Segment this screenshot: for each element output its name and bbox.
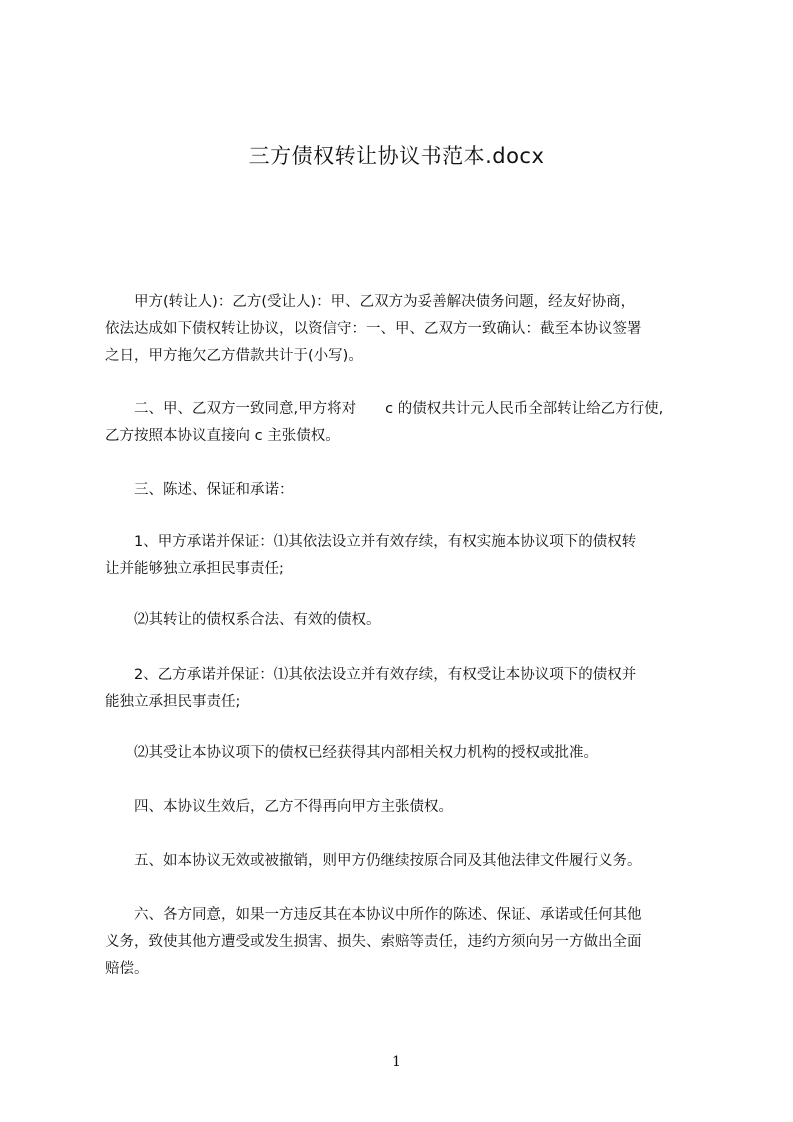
- paragraph-line: ⑵其转让的债权系合法、有效的债权。: [105, 612, 381, 628]
- paragraph-5-valid-claim: [105, 607, 705, 634]
- paragraph-line: 乙方按照本协议直接向 c 主张债权。: [105, 428, 340, 444]
- paragraph-8-effectiveness: [105, 794, 705, 821]
- paragraph-line: 三、陈述、保证和承诺：: [105, 482, 294, 498]
- paragraph-line: 六、各方同意，如果一方违反其在本协议中所作的陈述、保证、承诺或任何其他: [105, 907, 642, 923]
- paragraph-2-transfer: [105, 396, 705, 450]
- paragraph-line: 五、如本协议无效或被撤销，则甲方仍继续按原合同及其他法律文件履行义务。: [105, 853, 642, 869]
- paragraph-9-invalidity: [105, 848, 705, 875]
- paragraph-line: 义务，致使其他方遭受或发生损害、损失、索赔等责任，违约方须向另一方做出全面: [105, 934, 642, 950]
- paragraph-4-party-a-warranty: [105, 529, 705, 583]
- document-title: 三方债权转让协议书范本.docx: [248, 144, 545, 168]
- paragraph-line: 赔偿。: [105, 961, 149, 977]
- paragraph-line: 依法达成如下债权转让协议，以资信守：一、甲、乙双方一致确认：截至本协议签署: [105, 321, 642, 337]
- paragraph-line: 四、本协议生效后，乙方不得再向甲方主张债权。: [105, 799, 453, 815]
- paragraph-10-breach: [105, 902, 705, 983]
- paragraph-3-statements: [105, 477, 705, 504]
- paragraph-line: ⑵其受让本协议项下的债权已经获得其内部相关权力机构的授权或批准。: [105, 745, 598, 761]
- paragraph-line: 之日，甲方拖欠乙方借款共计于(小写)。: [105, 348, 363, 364]
- paragraph-line: 甲方(转让人)：乙方(受让人)：甲、乙双方为妥善解决债务问题，经友好协商，: [105, 294, 636, 310]
- paragraph-line: 1、甲方承诺并保证：⑴其依法设立并有效存续，有权实施本协议项下的债权转: [105, 534, 637, 550]
- paragraph-line: 能独立承担民事责任;: [105, 694, 241, 710]
- paragraph-line: 二、甲、乙双方一致同意,甲方将对 c 的债权共计元人民币全部转让给乙方行使,: [105, 401, 664, 417]
- paragraph-6-party-b-warranty: [105, 662, 705, 716]
- page-number: 1: [392, 1054, 401, 1070]
- paragraph-line: 让并能够独立承担民事责任;: [105, 561, 284, 577]
- paragraph-7-authorization: [105, 740, 705, 767]
- paragraph-line: 2、乙方承诺并保证：⑴其依法设立并有效存续，有权受让本协议项下的债权并: [105, 667, 637, 683]
- paragraph-1-parties: [105, 289, 705, 370]
